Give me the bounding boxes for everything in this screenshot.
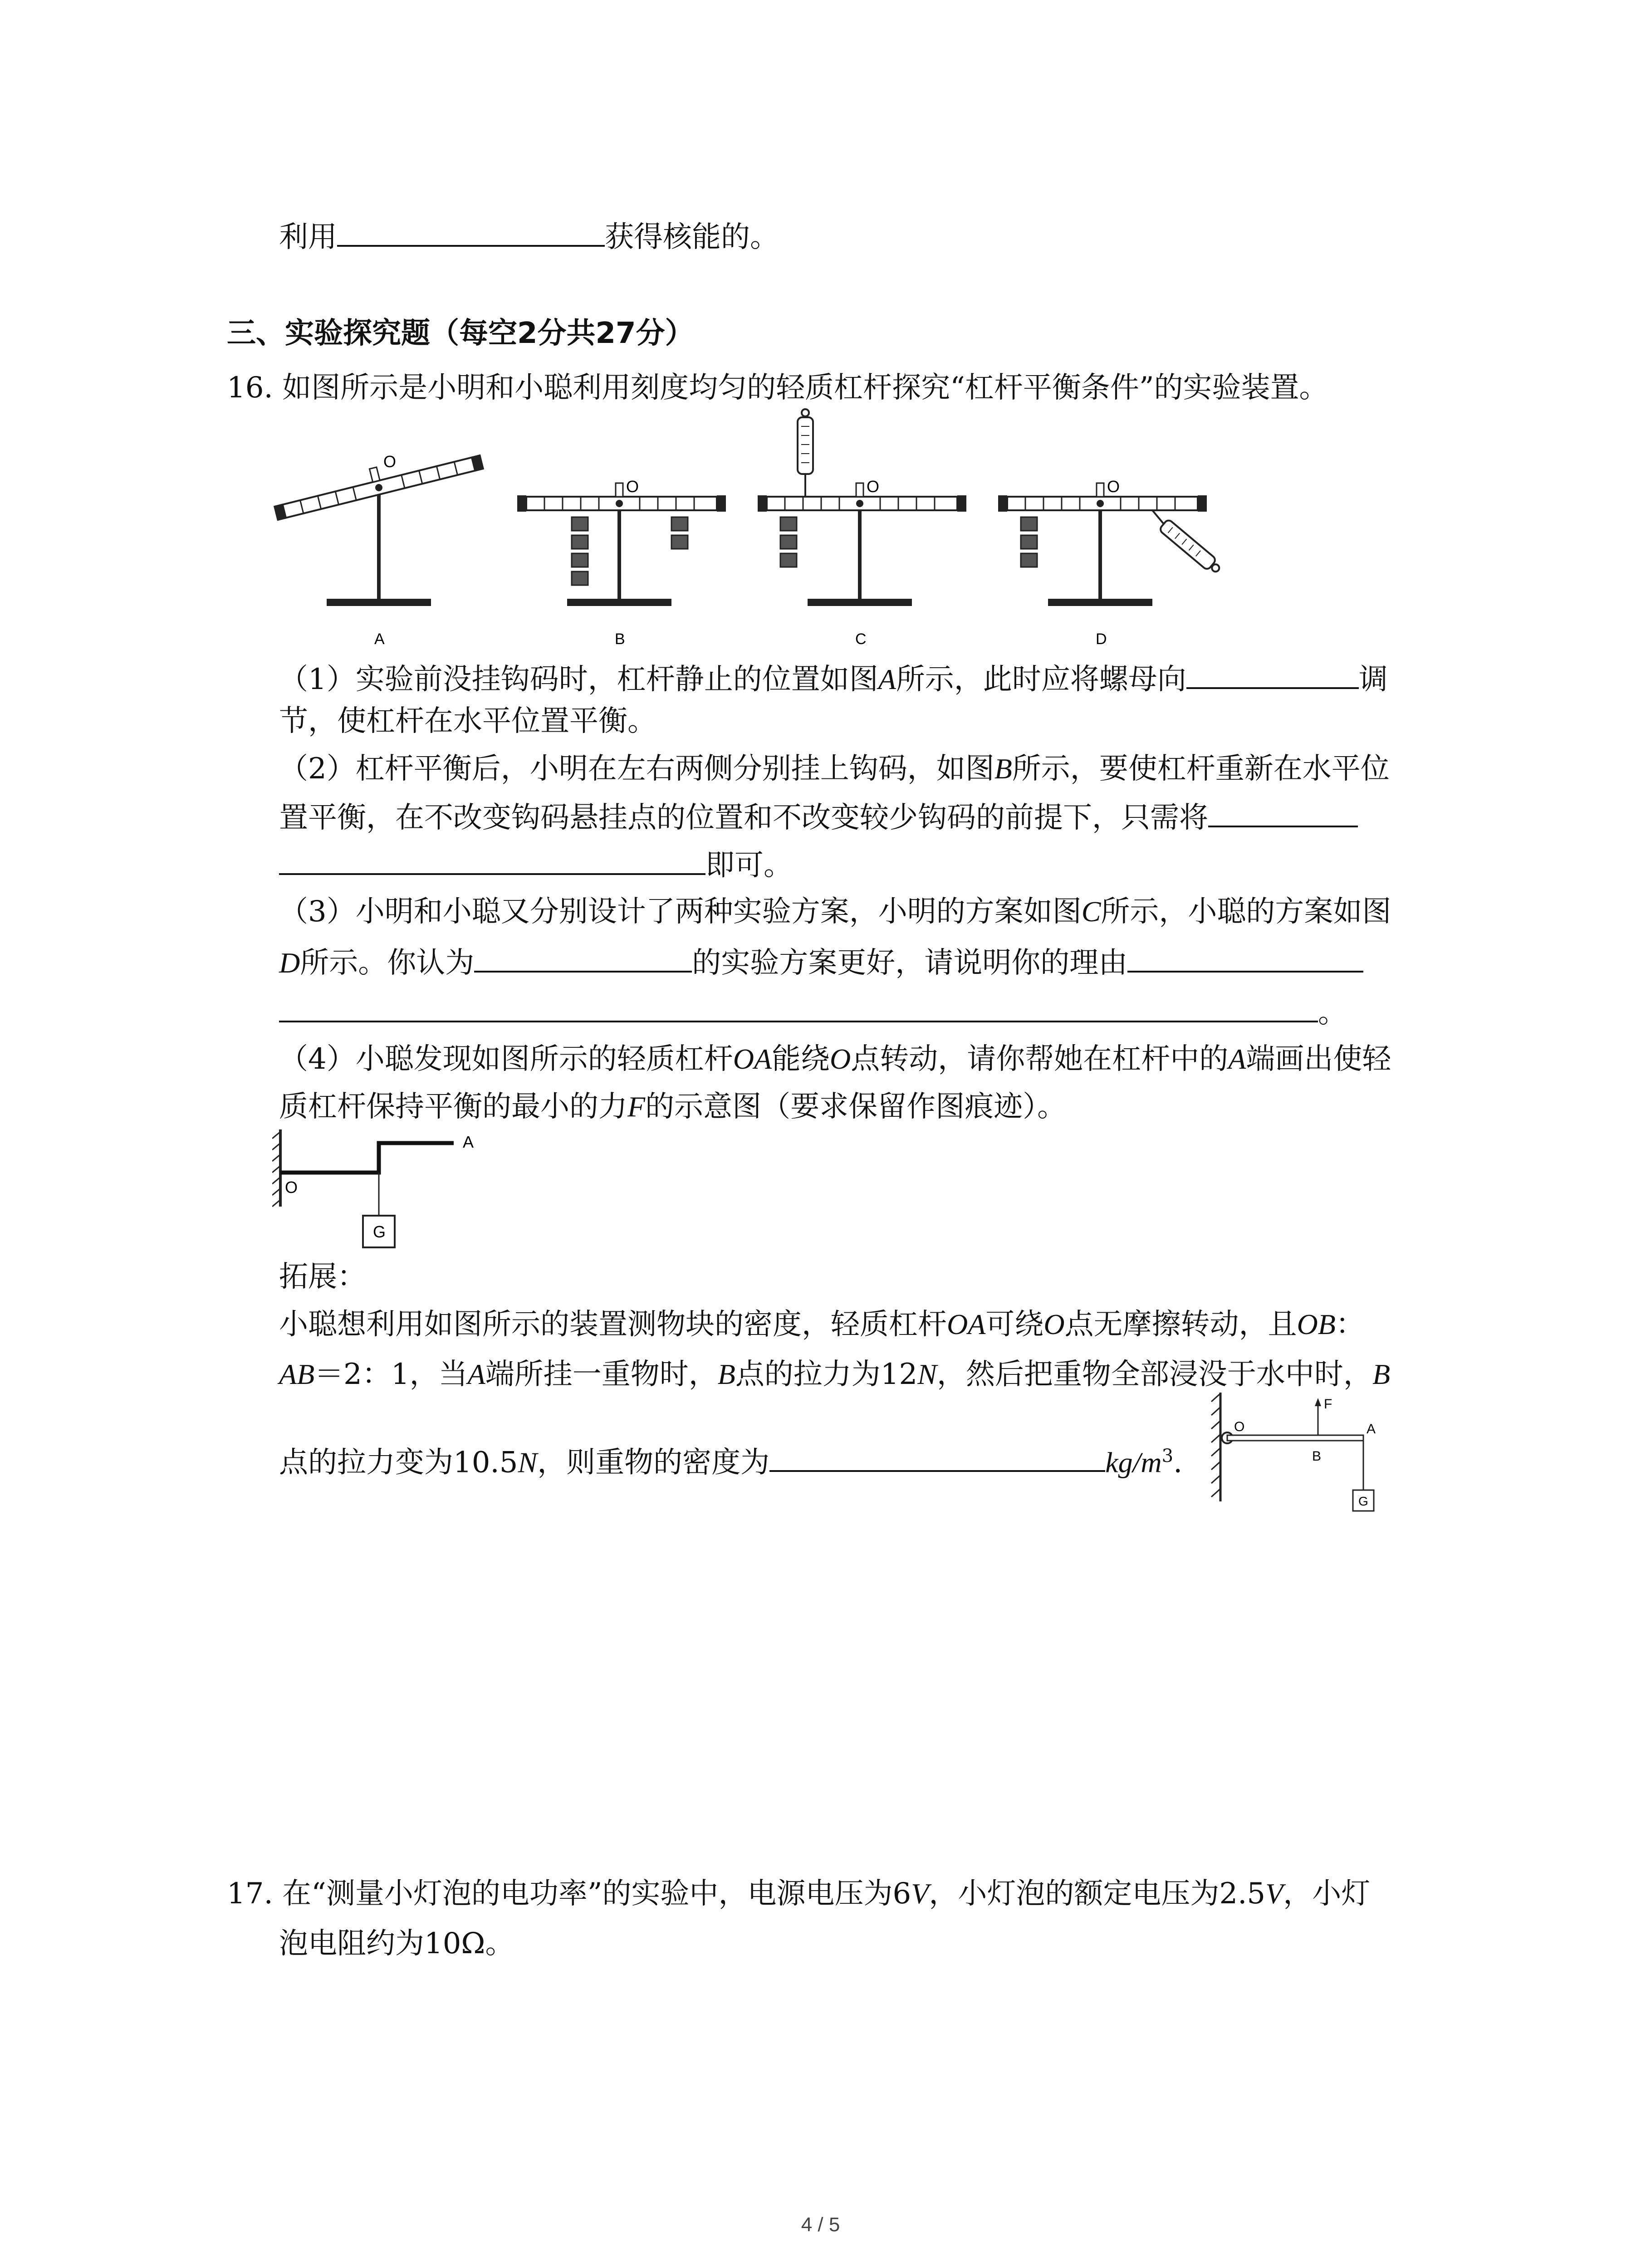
figure-a-o-label: O (383, 452, 397, 471)
fig5-g-label: G (1358, 1494, 1368, 1508)
q16-stem: 如图所示是小明和小聪利用刻度均匀的轻质杠杆探究“杠杆平衡条件”的实验装置。 (282, 371, 1328, 405)
q15-post: 获得核能的。 (605, 220, 779, 254)
ext-density-blank[interactable] (769, 1438, 1105, 1472)
fig5-o-label: O (1234, 1419, 1245, 1434)
extension-lever-figure (1207, 1388, 1416, 1524)
q16-part2-blank-a[interactable] (1208, 794, 1358, 827)
q16-part2-line2: 置平衡，在不改变钩码悬挂点的位置和不改变较少钩码的前提下，只需将 (279, 794, 1358, 838)
ext-title: 拓展： (279, 1260, 366, 1294)
ext-line2: AB＝2：1，当A端所挂一重物时，B点的拉力为12N，然后把重物全部浸没于水中时，B (279, 1358, 1391, 1391)
figure-d-label: D (1096, 631, 1107, 648)
q16-number: 16. (227, 371, 273, 405)
figure-b-o-label: O (626, 477, 639, 496)
figure-c-label: C (855, 631, 867, 648)
q16-part2-line1: （2）杠杆平衡后，小明在左右两侧分别挂上钩码，如图B所示，要使杠杆重新在水平位 (279, 752, 1390, 786)
q16-stem-line (227, 367, 1328, 408)
q16-part3-line1: （3）小明和小聪又分别设计了两种实验方案，小明的方案如图C所示，小聪的方案如图 (279, 895, 1391, 929)
q15-pre: 利用 (279, 220, 337, 254)
q17-line2: 泡电阻约为10Ω。 (279, 1927, 514, 1960)
figure-b (517, 477, 726, 648)
q16-part3-line2: D所示。你认为 的实验方案更好，请说明你的理由 (279, 939, 1363, 983)
q16-part2-blank-b[interactable] (279, 841, 705, 875)
q17-number: 17. (227, 1877, 273, 1911)
fig5-f-label: F (1324, 1397, 1332, 1412)
fig4-a-label: A (463, 1133, 474, 1151)
q16-part4-line1: （4）小聪发现如图所示的轻质杠杆OA能绕O点转动，请你帮她在杠杆中的A端画出使轻 (279, 1042, 1391, 1076)
q16-part3-line3: 。 (279, 989, 1347, 1033)
q15-tail (279, 213, 779, 258)
q17-line1: 17. 在“测量小灯泡的电功率”的实验中，电源电压为6V，小灯泡的额定电压为2.5V，小灯 (227, 1877, 1371, 1911)
q16-part1-line2: 节，使杠杆在水平位置平衡。 (279, 704, 656, 738)
lever-apparatus-figure (272, 408, 1270, 662)
q15-blank[interactable] (337, 213, 605, 247)
q16-part3-blank-a[interactable] (474, 939, 692, 973)
figure-d (998, 477, 1223, 648)
ext-line3: 点的拉力变为10.5N，则重物的密度为 $kg/m^3$. (279, 1436, 1182, 1483)
lever-oa-figure (272, 1129, 508, 1266)
q16-part3-blank-b[interactable] (1127, 939, 1363, 973)
figure-d-o-label: O (1107, 477, 1120, 496)
figure-c (758, 409, 966, 648)
ext-line1: 小聪想利用如图所示的装置测物块的密度，轻质杠杆OA可绕O点无摩擦转动，且OB： (279, 1308, 1365, 1341)
q16-part2-line3: 即可。 (279, 841, 793, 886)
fig4-o-label: O (285, 1178, 298, 1197)
q16-part3-blank-c[interactable] (279, 989, 1318, 1022)
figure-a (272, 442, 484, 648)
section3-title: 三、实验探究题（每空2分共27分） (227, 317, 694, 350)
figure-b-label: B (615, 631, 625, 648)
figure-c-o-label: O (867, 477, 880, 496)
figure-a-label: A (374, 631, 385, 648)
q16-part4-line2: 质杠杆保持平衡的最小的力F的示意图（要求保留作图痕迹）。 (279, 1090, 1067, 1124)
q16-part1-line1: （1）实验前没挂钩码时，杠杆静止的位置如图A所示，此时应将螺母向 调 (279, 655, 1388, 700)
fig4-g-label: G (373, 1222, 386, 1241)
fig5-b-label: B (1312, 1449, 1322, 1464)
q16-part1-blank[interactable] (1186, 655, 1359, 689)
page-number: 4 / 5 (801, 2214, 840, 2236)
fig5-a-label: A (1367, 1422, 1376, 1437)
